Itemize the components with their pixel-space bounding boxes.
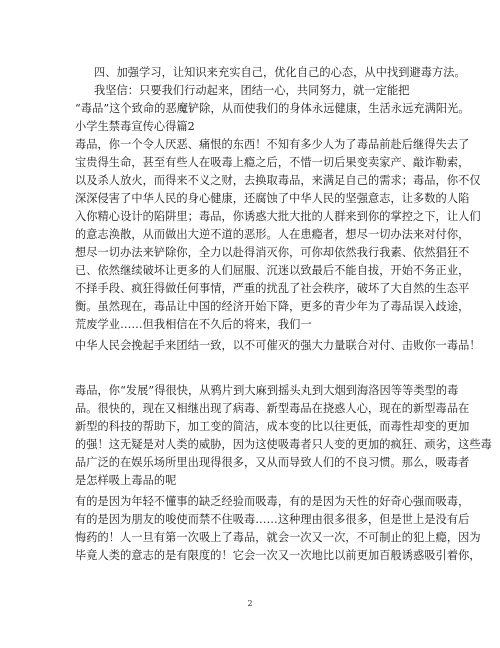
text-line: 以及杀人放火，而得来不义之财，去换取毒品，来满足自己的需求；毒品，你不仅 <box>75 174 481 187</box>
text-line: 悔药的！人一旦有第一次吸上了毒品，就会一次又一次，不可制止的犯上瘾，因为 <box>75 531 481 544</box>
section-heading: 小学生禁毒宣传心得篇2 <box>75 120 195 133</box>
text-line: 的意志涣散，从而做出大逆不道的恶形。人在患瘾者，想尽一切办法来对付你， <box>75 228 470 241</box>
text-line: 中华人民会挽起手来团结一致，以不可催灭的强大力量联合对付、击败你一毒品！ <box>75 339 481 352</box>
text-line: 有的是因为朋友的唆使而禁不住吸毒……这种理由很多很多，但是世上是没有后 <box>75 513 470 526</box>
text-line: 我坚信：只要我们行动起来，团结一心，共同努力，就一定能把 <box>94 84 410 97</box>
text-line: 不择手段、疯狂得做任何事情，严重的扰乱了社会秩序，破坏了大自然的生态平 <box>75 282 470 295</box>
text-line: 衡。虽然现在，毒品让中国的经济开始下降，更多的青少年为了毒品误入歧途， <box>75 300 470 313</box>
text-line: 四、加强学习，让知识来充实自己，优化自己的心态，从中找到避毒方法。 <box>94 66 466 79</box>
text-line: 宝贵得生命，甚至有些人在吸毒上瘾之后，不惜一切后果变卖家产、敲诈勒索， <box>75 156 470 169</box>
text-line: 已、依然继续破坏让更多的人们屈服、沉迷以致最后不能自拔，开始不务正业， <box>75 264 470 277</box>
text-line: 想尽一切办法来铲除你，全力以赴得消灭你，可你却依然我行我素、依然猖狂不 <box>75 246 470 259</box>
text-line: 毕竟人类的意志的是有限度的！它会一次又一次地比以前更加百般诱惑吸引着你， <box>75 549 481 562</box>
text-line: “毒品”这个致命的恶魔铲除，从而使我们的身体永远健康，生活永远充满阳光。 <box>75 102 470 115</box>
text-line: 品。很快的，现在又相继出现了病毒、新型毒品在挠惑人心，现在的新型毒品在 <box>75 402 470 415</box>
text-line: 荒废学业……但我相信在不久后的将来，我们一 <box>75 318 312 331</box>
text-line: 的强！这无疑是对人类的威胁，因为这使吸毒者只人变的更加的疯狂、顽劣，这些毒 <box>75 438 492 451</box>
text-line: 毒品，你“发展”得很快，从鸦片到大麻到摇头丸到大烟到海洛因等等类型的毒 <box>75 384 459 397</box>
text-line: 深深侵害了中华人民的身心健康，还腐蚀了中华人民的坚强意志，让多数的人陷 <box>75 192 470 205</box>
page-number: 2 <box>247 599 253 608</box>
text-line: 毒品，你一个令人厌恶、痛恨的东西！不知有多少人为了毒品前赴后继得失去了 <box>75 138 470 151</box>
text-line: 品广泛的在娱乐场所里出现得很多，又从而导致人们的不良习惯。那么，吸毒者 <box>75 456 470 469</box>
text-line: 是怎样吸上毒品的呢 <box>75 474 177 487</box>
text-line: 新型的科技的帮助下，加工变的简洁，成本变的比以往更低，而毒性却变的更加 <box>75 420 470 433</box>
text-line: 有的是因为年轻不懂事的缺乏经验而吸毒，有的是因为天性的好奇心强而吸毒， <box>75 495 470 508</box>
text-line: 入你精心设计的陷阱里；毒品，你诱惑大批大批的人群来到你的掌控之下，让人们 <box>75 210 481 223</box>
